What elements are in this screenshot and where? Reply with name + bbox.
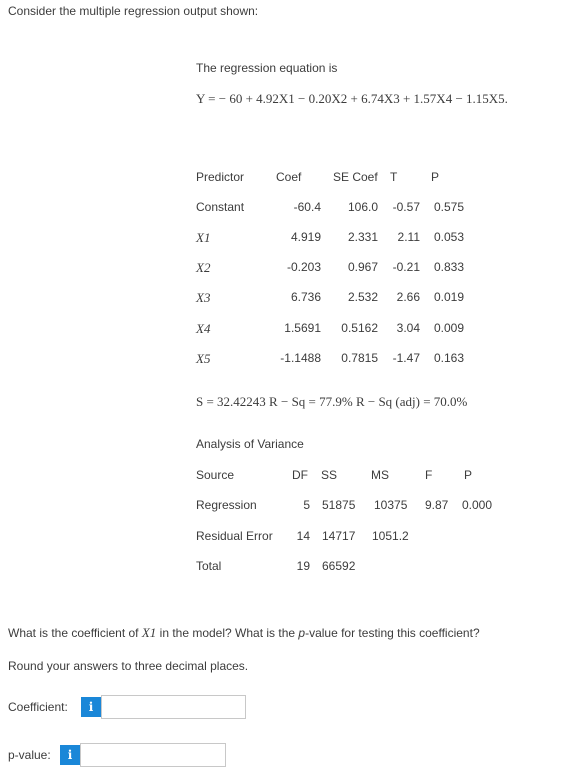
pvalue-info-icon[interactable]: i	[60, 745, 80, 765]
question-var: X1	[141, 625, 157, 640]
t-cell: 3.04	[396, 321, 420, 335]
ms-cell: 1051.2	[372, 529, 409, 543]
t-cell: -0.57	[392, 200, 420, 214]
question-pvar: p	[298, 626, 306, 640]
header-ss: SS	[321, 468, 338, 482]
coef-cell: 6.736	[290, 290, 321, 304]
p-cell: 0.575	[433, 200, 464, 214]
predictor-cell: X3	[196, 290, 211, 305]
header-coef: Coef	[276, 170, 302, 184]
question-part1: What is the coefficient of	[8, 626, 142, 640]
se-cell: 106.0	[347, 200, 378, 214]
predictor-cell: Constant	[196, 200, 245, 214]
header-p: P	[464, 468, 473, 482]
summary-stats: S = 32.42243 R − Sq = 77.9% R − Sq (adj) = 70.0%	[196, 394, 468, 409]
predictor-cell: X4	[196, 321, 211, 336]
p-cell: 0.053	[433, 230, 464, 244]
pvalue-label: p-value:	[8, 748, 51, 762]
predictor-cell: X5	[196, 351, 211, 366]
header-se-coef: SE Coef	[333, 170, 378, 184]
p-cell: 0.163	[433, 351, 464, 365]
p-cell: 0.009	[433, 321, 464, 335]
question-part2: in the model? What is the	[156, 626, 299, 640]
t-cell: 2.66	[396, 290, 420, 304]
se-cell: 2.532	[347, 290, 378, 304]
regression-equation: Y = − 60 + 4.92X1 − 0.20X2 + 6.74X3 + 1.57X4 − 1.15X5.	[196, 91, 508, 106]
question-part3: -value for testing this coefficient?	[305, 626, 480, 640]
question-text	[8, 625, 480, 641]
header-ms: MS	[371, 468, 389, 482]
ms-cell: 10375	[374, 498, 408, 512]
source-cell: Regression	[196, 498, 257, 512]
prompt-text: Consider the multiple regression output shown:	[8, 4, 259, 18]
df-cell: 5	[303, 498, 310, 512]
header-f: F	[425, 468, 433, 482]
coef-cell: 4.919	[290, 230, 321, 244]
header-df: DF	[292, 468, 308, 482]
pvalue-input[interactable]	[80, 743, 226, 767]
p-cell: 0.019	[433, 290, 464, 304]
equation-label: The regression equation is	[196, 61, 338, 75]
p-cell: 0.833	[433, 260, 464, 274]
t-cell: 2.11	[397, 230, 420, 244]
header-source: Source	[196, 468, 235, 482]
coefficient-input[interactable]	[101, 695, 246, 719]
predictor-cell: X1	[196, 230, 211, 245]
f-cell: 9.87	[425, 498, 449, 512]
header-predictor: Predictor	[196, 170, 245, 184]
se-cell: 2.331	[347, 230, 378, 244]
anova-title: Analysis of Variance	[196, 437, 304, 451]
coef-cell: -1.1488	[280, 351, 321, 365]
p-cell: 0.000	[462, 498, 493, 512]
t-cell: -1.47	[392, 351, 420, 365]
coef-cell: -60.4	[293, 200, 321, 214]
source-cell: Total	[196, 559, 222, 573]
source-cell: Residual Error	[196, 529, 273, 543]
predictor-cell: X2	[196, 260, 211, 275]
df-cell: 14	[296, 529, 310, 543]
se-cell: 0.7815	[341, 351, 378, 365]
instruction-text: Round your answers to three decimal places.	[8, 659, 249, 673]
coefficient-label: Coefficient:	[8, 700, 68, 714]
t-cell: -0.21	[392, 260, 420, 274]
ss-cell: 51875	[322, 498, 356, 512]
header-t: T	[390, 170, 398, 184]
coef-cell: 1.5691	[284, 321, 321, 335]
coefficient-info-icon[interactable]: i	[81, 697, 101, 717]
se-cell: 0.5162	[341, 321, 378, 335]
se-cell: 0.967	[347, 260, 378, 274]
df-cell: 19	[296, 559, 310, 573]
header-p: P	[431, 170, 440, 184]
ss-cell: 66592	[322, 559, 356, 573]
coef-cell: -0.203	[286, 260, 321, 274]
ss-cell: 14717	[322, 529, 356, 543]
